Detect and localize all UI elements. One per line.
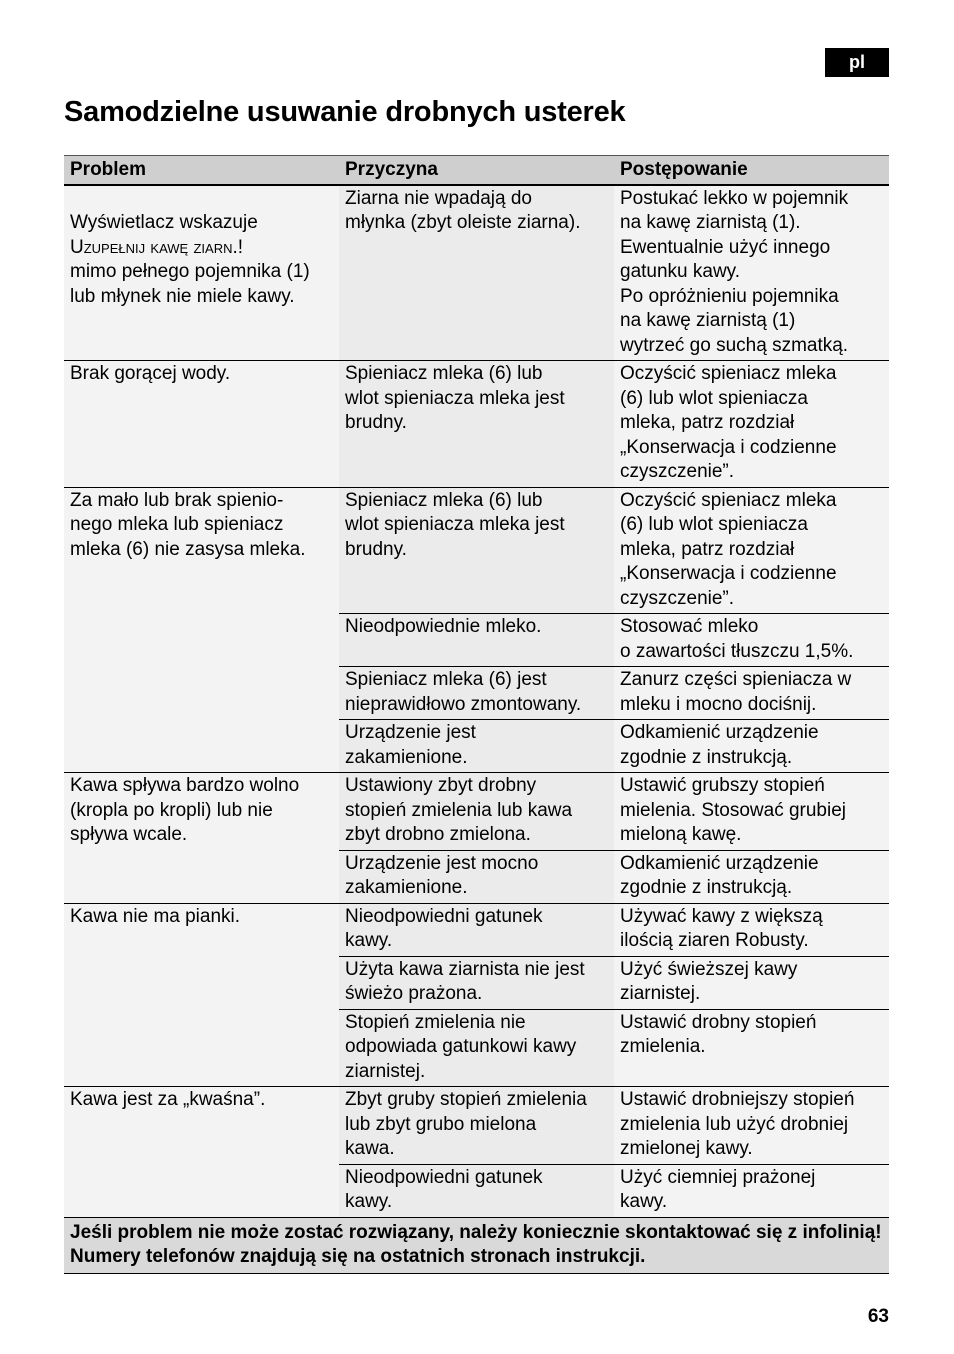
footer-note: Jeśli problem nie może zostać rozwiązany, należy koniecznie skontaktować się z infolinią! Numery telefonów znajdują się na ostatnich stronach instrukcji. — [64, 1217, 889, 1273]
action-cell: Odkamienić urządzenie zgodnie z instrukcją. — [614, 850, 889, 903]
problem-text: Wyświetlacz wskazuje — [70, 212, 258, 233]
display-message: Uzupełnij kawę ziarn.! — [70, 236, 244, 258]
action-cell: Używać kawy z większą ilością ziaren Robusty. — [614, 903, 889, 956]
table-row — [64, 903, 889, 956]
cause-cell: Nieodpowiednie mleko. — [339, 614, 614, 667]
action-cell: Użyć świeższej kawy ziarnistej. — [614, 956, 889, 1009]
problem-cell: Kawa nie ma pianki. — [64, 903, 339, 1087]
header-action: Postępowanie — [614, 156, 889, 185]
action-cell: Ustawić grubszy stopień mielenia. Stosować grubiej mieloną kawę. — [614, 773, 889, 851]
problem-cell — [64, 185, 339, 361]
language-badge: pl — [825, 48, 889, 77]
table-footer-row — [64, 1217, 889, 1273]
table-row — [64, 773, 889, 851]
table-row — [64, 361, 889, 488]
action-cell: Oczyścić spieniacz mleka (6) lub wlot spieniacza mleka, patrz rozdział „Konserwacja i codzienne czyszczenie”. — [614, 361, 889, 488]
cause-cell: Spieniacz mleka (6) jest nieprawidłowo zmontowany. — [339, 667, 614, 720]
cause-cell: Ziarna nie wpadają do młynka (zbyt oleiste ziarna). — [339, 185, 614, 361]
action-cell: Ustawić drobny stopień zmielenia. — [614, 1009, 889, 1087]
action-cell: Odkamienić urządzenie zgodnie z instrukcją. — [614, 720, 889, 773]
table-header-row — [64, 156, 889, 185]
problem-cell: Kawa jest za „kwaśna”. — [64, 1087, 339, 1218]
cause-cell: Nieodpowiedni gatunek kawy. — [339, 1164, 614, 1217]
action-cell: Oczyścić spieniacz mleka (6) lub wlot spieniacza mleka, patrz rozdział „Konserwacja i codzienne czyszczenie”. — [614, 487, 889, 614]
cause-cell: Zbyt gruby stopień zmielenia lub zbyt grubo mielona kawa. — [339, 1087, 614, 1165]
problem-text: mimo pełnego pojemnika (1) lub młynek nie miele kawy. — [70, 261, 310, 307]
action-cell: Ustawić drobniejszy stopień zmielenia lub użyć drobniej zmielonej kawy. — [614, 1087, 889, 1165]
page-number: 63 — [867, 1306, 889, 1327]
cause-cell: Spieniacz mleka (6) lub wlot spieniacza mleka jest brudny. — [339, 361, 614, 488]
table-row — [64, 487, 889, 614]
cause-cell: Urządzenie jest zakamienione. — [339, 720, 614, 773]
cause-cell: Stopień zmielenia nie odpowiada gatunkowi kawy ziarnistej. — [339, 1009, 614, 1087]
cause-cell: Ustawiony zbyt drobny stopień zmielenia lub kawa zbyt drobno zmielona. — [339, 773, 614, 851]
cause-cell: Spieniacz mleka (6) lub wlot spieniacza mleka jest brudny. — [339, 487, 614, 614]
header-problem: Problem — [64, 156, 339, 185]
cause-cell: Nieodpowiedni gatunek kawy. — [339, 903, 614, 956]
problem-cell: Za mało lub brak spienio- nego mleka lub spieniacz mleka (6) nie zasysa mleka. — [64, 487, 339, 773]
header-cause: Przyczyna — [339, 156, 614, 185]
cause-cell: Użyta kawa ziarnista nie jest świeżo prażona. — [339, 956, 614, 1009]
problem-cell: Brak gorącej wody. — [64, 361, 339, 488]
problem-cell: Kawa spływa bardzo wolno (kropla po kropli) lub nie spływa wcale. — [64, 773, 339, 904]
troubleshooting-table — [64, 155, 889, 1274]
action-cell: Stosować mleko o zawartości tłuszczu 1,5%. — [614, 614, 889, 667]
action-cell: Zanurz części spieniacza w mleku i mocno dociśnij. — [614, 667, 889, 720]
page-title: Samodzielne usuwanie drobnych usterek — [64, 96, 626, 128]
table-row — [64, 185, 889, 361]
action-cell: Postukać lekko w pojemnik na kawę ziarnistą (1). Ewentualnie użyć innego gatunku kawy. Po opróżnieniu pojemnika na kawę ziarnistą (1) wytrzeć go suchą szmatką. — [614, 185, 889, 361]
table-row — [64, 1087, 889, 1165]
cause-cell: Urządzenie jest mocno zakamienione. — [339, 850, 614, 903]
action-cell: Użyć ciemniej prażonej kawy. — [614, 1164, 889, 1217]
